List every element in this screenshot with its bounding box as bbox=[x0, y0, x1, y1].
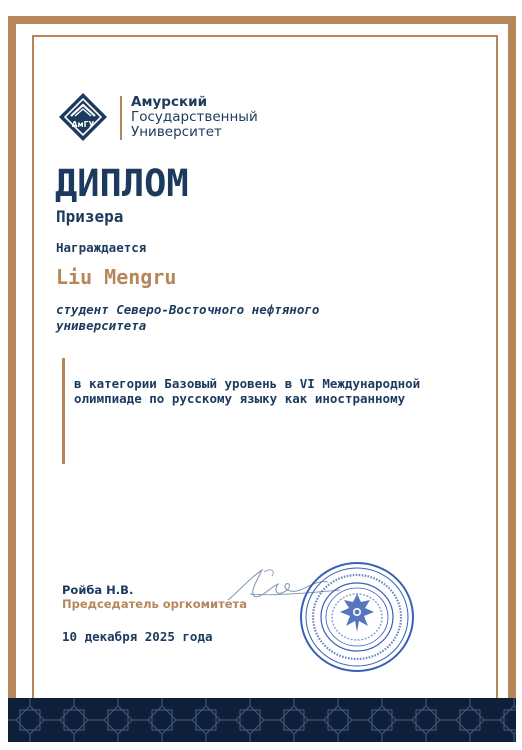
university-name-line3: Университет bbox=[131, 124, 222, 140]
awarded-label: Награждается bbox=[56, 240, 147, 255]
recipient-name: Liu Mengru bbox=[56, 265, 177, 289]
diploma-subtitle: Призера bbox=[56, 207, 124, 226]
university-logo-icon bbox=[58, 92, 108, 142]
issue-date: 10 декабря 2025 года bbox=[62, 629, 213, 644]
ornamental-bottom-band bbox=[8, 698, 516, 742]
diploma-title: ДИПЛОМ bbox=[55, 162, 189, 205]
logo-separator bbox=[120, 96, 122, 140]
signatory-role: Председатель оргкомитета bbox=[62, 597, 247, 611]
star-pattern bbox=[8, 698, 516, 742]
university-name-line1: Амурский bbox=[131, 94, 208, 110]
category-accent-bar bbox=[62, 358, 65, 464]
logo-text: АмГУ bbox=[71, 120, 95, 129]
signatory-name: Ройба Н.В. bbox=[62, 583, 134, 597]
university-name-line2: Государственный bbox=[131, 109, 258, 125]
recipient-role: студент Северо-Восточного нефтяного университета bbox=[56, 302, 320, 333]
official-seal-icon bbox=[298, 560, 416, 674]
award-category: в категории Базовый уровень в VI Международной олимпиаде по русскому языку как иностранному bbox=[74, 376, 421, 406]
university-name bbox=[131, 95, 331, 140]
